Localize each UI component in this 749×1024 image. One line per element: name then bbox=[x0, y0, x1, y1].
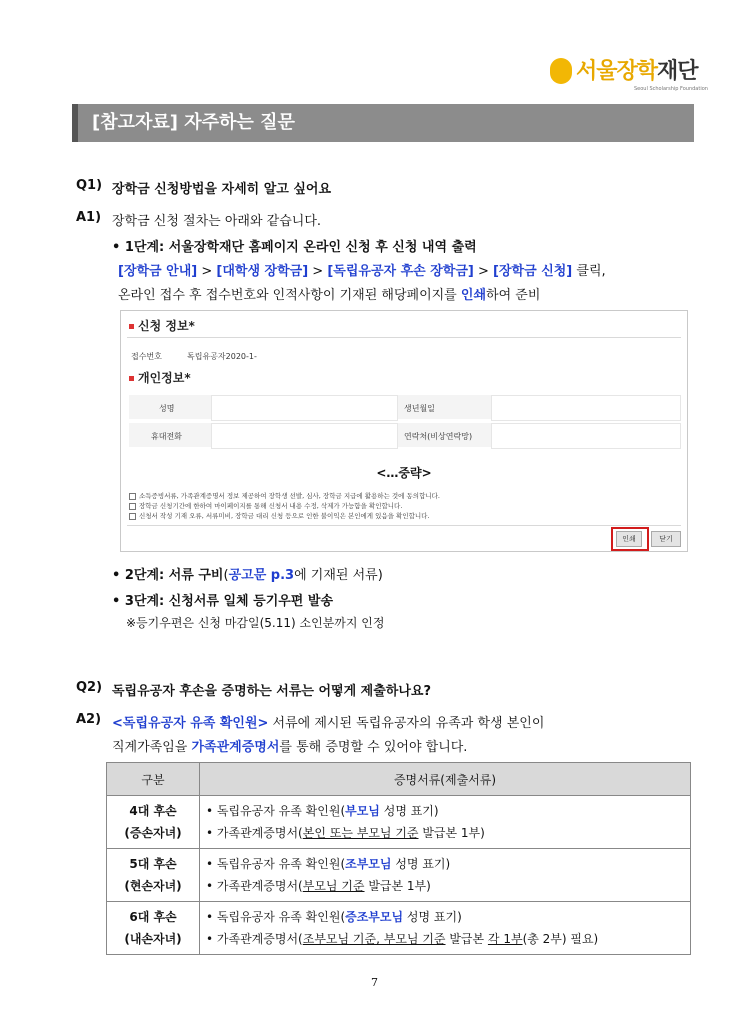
checkbox-icon bbox=[129, 503, 136, 510]
doc-text: (총 2부) 필요) bbox=[522, 932, 599, 946]
a2-label: A2) bbox=[76, 712, 102, 727]
print-note-text: 온라인 접수 후 접수번호와 인적사항이 기재된 해당페이지를 bbox=[118, 288, 461, 303]
doc-text: 성명 표기) bbox=[379, 804, 439, 818]
checkbox-icon bbox=[129, 513, 136, 520]
documents-cell bbox=[200, 796, 691, 849]
logo-text bbox=[576, 54, 698, 85]
document-item bbox=[206, 853, 689, 875]
birth-field bbox=[491, 395, 681, 421]
step1-print-note bbox=[118, 284, 540, 303]
foundation-logo bbox=[548, 56, 708, 96]
header-category: 구분 bbox=[107, 763, 200, 796]
document-item bbox=[206, 822, 689, 844]
a2-line2 bbox=[112, 736, 467, 755]
doc-text: • 독립유공자 유족 확인원( bbox=[206, 857, 346, 871]
generation-cell bbox=[107, 796, 200, 849]
table-row bbox=[107, 849, 691, 902]
page-number: 7 bbox=[371, 976, 378, 989]
doc-text: 성명 표기) bbox=[391, 857, 451, 871]
agreement-item bbox=[129, 511, 430, 520]
table-row bbox=[107, 796, 691, 849]
print-keyword: 인쇄 bbox=[460, 288, 487, 303]
doc-text: • 독립유공자 유족 확인원( bbox=[206, 910, 346, 924]
doc-text: • 독립유공자 유족 확인원( bbox=[206, 804, 346, 818]
document-item bbox=[206, 928, 689, 950]
doc-text: • 가족관계증명서( bbox=[206, 826, 303, 840]
generation-relation: (내손자녀) bbox=[124, 932, 182, 946]
doc-text: • 가족관계증명서( bbox=[206, 932, 303, 946]
emergency-label: 연락처(비상연락망) bbox=[404, 432, 473, 441]
generation-cell bbox=[107, 849, 200, 902]
section-personal-info bbox=[129, 369, 191, 386]
step2-tail: 에 기재된 서류) bbox=[294, 568, 383, 583]
path-separator: > bbox=[312, 264, 324, 279]
section-application-info-title: 신청 정보* bbox=[138, 319, 195, 333]
document-item bbox=[206, 906, 689, 928]
print-note-tail: 하여 준비 bbox=[486, 288, 541, 303]
doc-text: 발급본 1부) bbox=[418, 826, 485, 840]
section-personal-info-title: 개인정보* bbox=[138, 371, 191, 385]
table-header-row bbox=[107, 763, 691, 796]
step1-text: 1단계: 서울장학재단 홈페이지 온라인 신청 후 신청 내역 출력 bbox=[124, 240, 477, 255]
generation-label: 6대 후손 bbox=[129, 910, 177, 924]
name-label: 성명 bbox=[159, 404, 175, 413]
q2-question: 독립유공자 후손을 증명하는 서류는 어떻게 제출하나요? bbox=[112, 684, 432, 699]
step2-text: 2단계: 서류 구비 bbox=[124, 568, 224, 583]
phone-label: 휴대전화 bbox=[151, 432, 182, 441]
doc-underline: 부모님 기준 bbox=[302, 879, 365, 893]
doc-highlight: 부모님 bbox=[345, 804, 380, 818]
step3-text: 3단계: 신청서류 일체 등기우편 발송 bbox=[124, 594, 334, 609]
agreement-item bbox=[129, 491, 440, 500]
doc-underline: 본인 또는 부모님 기준 bbox=[302, 826, 419, 840]
close-button: 닫기 bbox=[651, 531, 681, 547]
a2-line2-text: 직계가족임을 bbox=[112, 740, 192, 755]
doc-underline: 조부모님 기준, 부모님 기준 bbox=[302, 932, 446, 946]
family-cert-name: 가족관계증명서 bbox=[191, 740, 280, 755]
divider bbox=[127, 525, 681, 526]
logo-subtitle: Seoul Scholarship Foundation bbox=[634, 86, 708, 92]
bullet-icon bbox=[129, 376, 134, 381]
agreement-text: 신청서 작성 기재 오류, 서류미비, 장학금 대리 신청 등으로 인한 불이익은 본인에게 있음을 확인합니다. bbox=[139, 512, 430, 520]
doc-highlight: 조부모님 bbox=[345, 857, 392, 871]
generation-relation: (현손자녀) bbox=[124, 879, 182, 893]
birth-label: 생년월일 bbox=[404, 404, 435, 413]
path-item-university: [대학생 장학금] bbox=[216, 264, 309, 279]
path-separator: > bbox=[478, 264, 489, 279]
document-item bbox=[206, 800, 689, 822]
agreement-text: 소득증빙서류, 가족관계증명서 정보 제공하여 장학생 선발, 심사, 장학금 지급에 활용하는 것에 동의합니다. bbox=[139, 492, 440, 500]
path-item-scholarship-info: [장학금 안내] bbox=[118, 264, 198, 279]
doc-highlight: 증조부모님 bbox=[345, 910, 404, 924]
doc-text: 발급본 1부) bbox=[364, 879, 431, 893]
application-screenshot bbox=[120, 310, 688, 552]
agreement-text: 장학금 신청기간에 한하여 마이페이지를 통해 신청서 내용 수정, 삭제가 가능함을 확인합니다. bbox=[139, 502, 403, 510]
doc-text: 발급본 bbox=[445, 932, 488, 946]
path-item-apply: [장학금 신청] bbox=[493, 264, 573, 279]
step2: • 2단계: 서류 구비(공고문 p.3에 기재된 서류) bbox=[112, 568, 383, 583]
confirmation-doc-name: <독립유공자 유족 확인원> bbox=[112, 716, 269, 731]
doc-text: 성명 표기) bbox=[403, 910, 462, 924]
print-button: 인쇄 bbox=[616, 531, 642, 547]
omitted-marker: <…중략> bbox=[376, 466, 432, 480]
a2-line2-tail: 를 통해 증명할 수 있어야 합니다. bbox=[279, 740, 468, 755]
documents-cell bbox=[200, 849, 691, 902]
section-application-info bbox=[129, 317, 195, 334]
q1-question: 장학금 신청방법을 자세히 알고 싶어요 bbox=[112, 182, 332, 197]
divider bbox=[127, 337, 681, 338]
q1-label: Q1) bbox=[76, 178, 103, 193]
step3: • 3단계: 신청서류 일체 등기우편 발송 bbox=[112, 594, 334, 609]
table-row bbox=[107, 902, 691, 955]
generation-relation: (증손자녀) bbox=[124, 826, 182, 840]
logo-text-suffix: 재단 bbox=[657, 59, 698, 84]
header-documents: 증명서류(제출서류) bbox=[200, 763, 691, 796]
step2-paren: ( bbox=[223, 568, 229, 583]
document-item bbox=[206, 875, 689, 897]
notice-page-ref: 공고문 p.3 bbox=[228, 568, 295, 583]
a1-label: A1) bbox=[76, 210, 102, 225]
emergency-field bbox=[491, 423, 681, 449]
doc-text: • 가족관계증명서( bbox=[206, 879, 303, 893]
logo-text-main: 서울장학 bbox=[576, 59, 658, 84]
receipt-value: 독립유공자2020-1- bbox=[187, 352, 257, 361]
mail-note: ※등기우편은 신청 마감일(5.11) 소인분까지 인정 bbox=[126, 616, 385, 630]
logo-emblem-icon bbox=[550, 58, 572, 84]
generation-cell bbox=[107, 902, 200, 955]
checkbox-icon bbox=[129, 493, 136, 500]
path-item-descendant: [독립유공자 후손 장학금] bbox=[327, 264, 474, 279]
doc-underline: 각 1부 bbox=[487, 932, 523, 946]
q2-label: Q2) bbox=[76, 680, 103, 695]
name-field bbox=[211, 395, 398, 421]
generation-label: 5대 후손 bbox=[129, 857, 177, 871]
a1-answer: 장학금 신청 절차는 아래와 같습니다. bbox=[112, 214, 322, 229]
section-banner: [참고자료] 자주하는 질문 bbox=[72, 104, 694, 142]
bullet-icon bbox=[129, 324, 134, 329]
a2-line1 bbox=[112, 712, 544, 731]
step1: • 1단계: 서울장학재단 홈페이지 온라인 신청 후 신청 내역 출력 bbox=[112, 240, 477, 255]
agreement-item bbox=[129, 501, 402, 510]
path-separator: > bbox=[201, 264, 213, 279]
generation-label: 4대 후손 bbox=[129, 804, 177, 818]
phone-field bbox=[211, 423, 398, 449]
documents-cell bbox=[200, 902, 691, 955]
receipt-label: 접수번호 bbox=[131, 352, 162, 361]
documents-table bbox=[106, 762, 691, 955]
apply-path bbox=[118, 260, 606, 279]
path-tail: 클릭, bbox=[576, 264, 606, 279]
a2-line1-text: 서류에 제시된 독립유공자의 유족과 학생 본인이 bbox=[268, 716, 545, 731]
